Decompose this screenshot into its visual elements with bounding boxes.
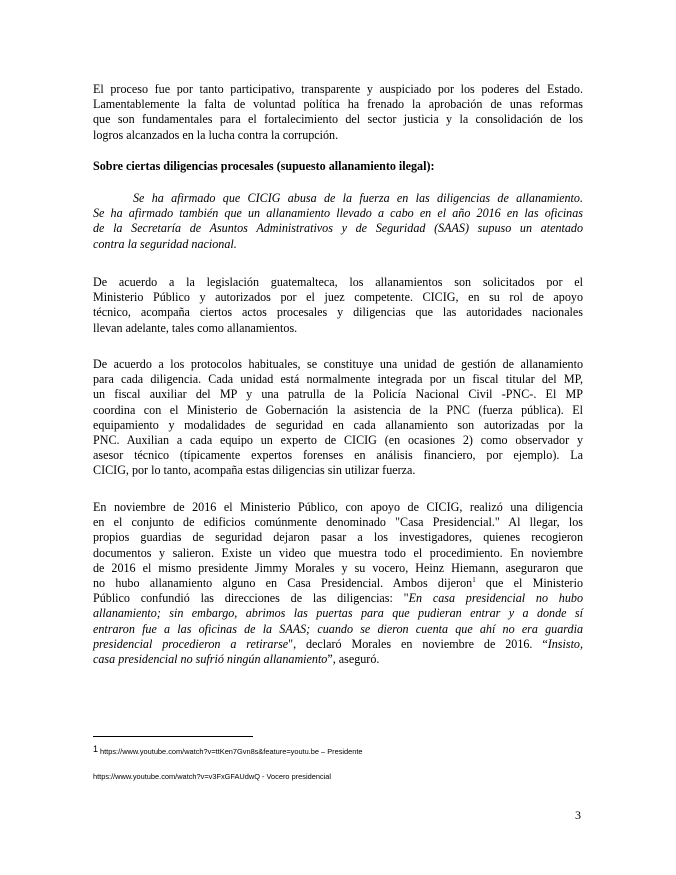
section-heading-text: Sobre ciertas diligencias procesales (supuesto allanamiento ilegal): bbox=[93, 159, 435, 173]
text-line: De acuerdo a los protocolos habituales, se constituye una unidad de gestión de allanamiento bbox=[93, 357, 583, 371]
footnote-number: 1 bbox=[93, 744, 99, 754]
text-line: de 2016 el mismo presidente Jimmy Morales y su vocero, Heinz Hiemann, aseguraron que bbox=[93, 560, 583, 575]
text-line: PNC. Auxilian a cada equipo un experto de CICIG (en ocasiones 2) como observador y bbox=[93, 433, 583, 448]
text-line: para cada diligencia. Cada unidad está normalmente integrada por un fiscal titular del MP, bbox=[93, 372, 583, 387]
text-line: Se ha afirmado que CICIG abusa de la fuerza en las diligencias de allanamiento. bbox=[133, 191, 583, 205]
text-line: que son fundamentales para el fortalecimiento del sector justicia y la consolidación de los bbox=[93, 112, 583, 127]
quote-fragment: presidencial procedieron a retirarse bbox=[93, 636, 289, 651]
text-line: un fiscal auxiliar del MP y una patrulla de la Policía Nacional Civil -PNC-. El MP bbox=[93, 387, 583, 402]
text-line: equipamiento y modalidades de seguridad en cada allanamiento son autorizadas por la bbox=[93, 417, 583, 432]
text-line bbox=[93, 652, 583, 667]
text-fragment: Público confundió las direcciones de las diligencias: " bbox=[93, 591, 409, 606]
text-line: El proceso fue por tanto participativo, transparente y auspiciado por los poderes del Estado. bbox=[93, 82, 583, 96]
footnote-1 bbox=[93, 745, 363, 756]
text-line: contra la seguridad nacional. bbox=[93, 236, 237, 251]
footnote-separator bbox=[93, 736, 253, 737]
text-line: documentos y salieron. Existe un video que muestra todo el procedimiento. En noviembre bbox=[93, 545, 583, 560]
footnote-link-vocero[interactable]: https://www.youtube.com/watch?v=v3FxGFAUdwQ - Vocero presidencial bbox=[93, 772, 332, 781]
text-line: propios guardias de seguridad dejaron pasar a los investigadores, quienes recogieron bbox=[93, 530, 583, 545]
quote-fragment: Insisto, bbox=[547, 636, 583, 651]
text-line: de la Secretaría de Asuntos Administrativos y de Seguridad (SAAS) supuso un atentado bbox=[93, 221, 583, 236]
text-line: CICIG, por lo tanto, acompaña estas diligencias sin utilizar fuerza. bbox=[93, 463, 416, 478]
text-line: Lamentablemente la falta de voluntad política ha frenado la aprobación de unas reformas bbox=[93, 97, 583, 112]
text-line: En noviembre de 2016 el Ministerio Público, con apoyo de CICIG, realizó una diligencia bbox=[93, 500, 583, 514]
text-line: llevan adelante, tales como allanamientos. bbox=[93, 320, 298, 335]
text-fragment: ", declaró Morales en noviembre de 2016. “ bbox=[288, 636, 548, 651]
text-line: De acuerdo a la legislación guatemalteca, los allanamientos son solicitados por el bbox=[93, 275, 583, 289]
text-line bbox=[93, 576, 583, 591]
paragraph-casa-presidencial bbox=[93, 500, 583, 667]
text-line: logros alcanzados en la lucha contra la corrupción. bbox=[93, 127, 339, 142]
text-fragment: ”, aseguró. bbox=[327, 652, 380, 667]
text-line: Se ha afirmado también que un allanamiento llevado a cabo en el año 2016 en las oficinas bbox=[93, 206, 583, 221]
text-fragment: no hubo allanamiento alguno en Casa Presidencial. Ambos dijeron bbox=[93, 576, 473, 591]
text-line bbox=[93, 637, 583, 652]
quote-fragment: En casa presidencial no hubo bbox=[408, 591, 583, 606]
quote-fragment: casa presidencial no sufrió ningún allanamiento bbox=[93, 652, 328, 667]
paragraph-protocolos bbox=[93, 357, 583, 479]
quote-line: allanamiento; sin embargo, abrimos las puertas para que pudieran entrar y a donde sí bbox=[93, 606, 583, 621]
section-heading bbox=[93, 159, 583, 174]
paragraph-process-participativo bbox=[93, 82, 583, 143]
paragraph-claims-italic bbox=[93, 191, 583, 252]
text-line: Ministerio Público y autorizados por el juez competente. CICIG, en su rol de apoyo bbox=[93, 290, 583, 305]
text-line: técnico, acompaña ciertos actos procesales y diligencias que las autoridades nacionales bbox=[93, 305, 583, 320]
text-line: en el conjunto de edificios comúnmente denominado "Casa Presidencial." Al llegar, los bbox=[93, 515, 583, 530]
footnote-reference[interactable]: 1 bbox=[472, 575, 476, 584]
quote-line: entraron fue a las oficinas de la SAAS; cuando se dieron cuenta que ahí no era guardia bbox=[93, 621, 583, 636]
page-number: 3 bbox=[575, 808, 581, 822]
text-line bbox=[93, 591, 583, 606]
footnote-1-continued bbox=[93, 772, 331, 781]
text-line: asesor técnico (típicamente expertos forenses en análisis financiero, por ejemplo). La bbox=[93, 448, 583, 463]
text-fragment: que el Ministerio bbox=[475, 576, 583, 591]
paragraph-legislacion bbox=[93, 275, 583, 336]
text-line: coordina con el Ministerio de Gobernación la asistencia de la PNC (fuerza pública). El bbox=[93, 402, 583, 417]
footnote-link-presidente[interactable]: https://www.youtube.com/watch?v=ttKen7Gvn8s&feature=youtu.be – Presidente bbox=[100, 747, 363, 756]
